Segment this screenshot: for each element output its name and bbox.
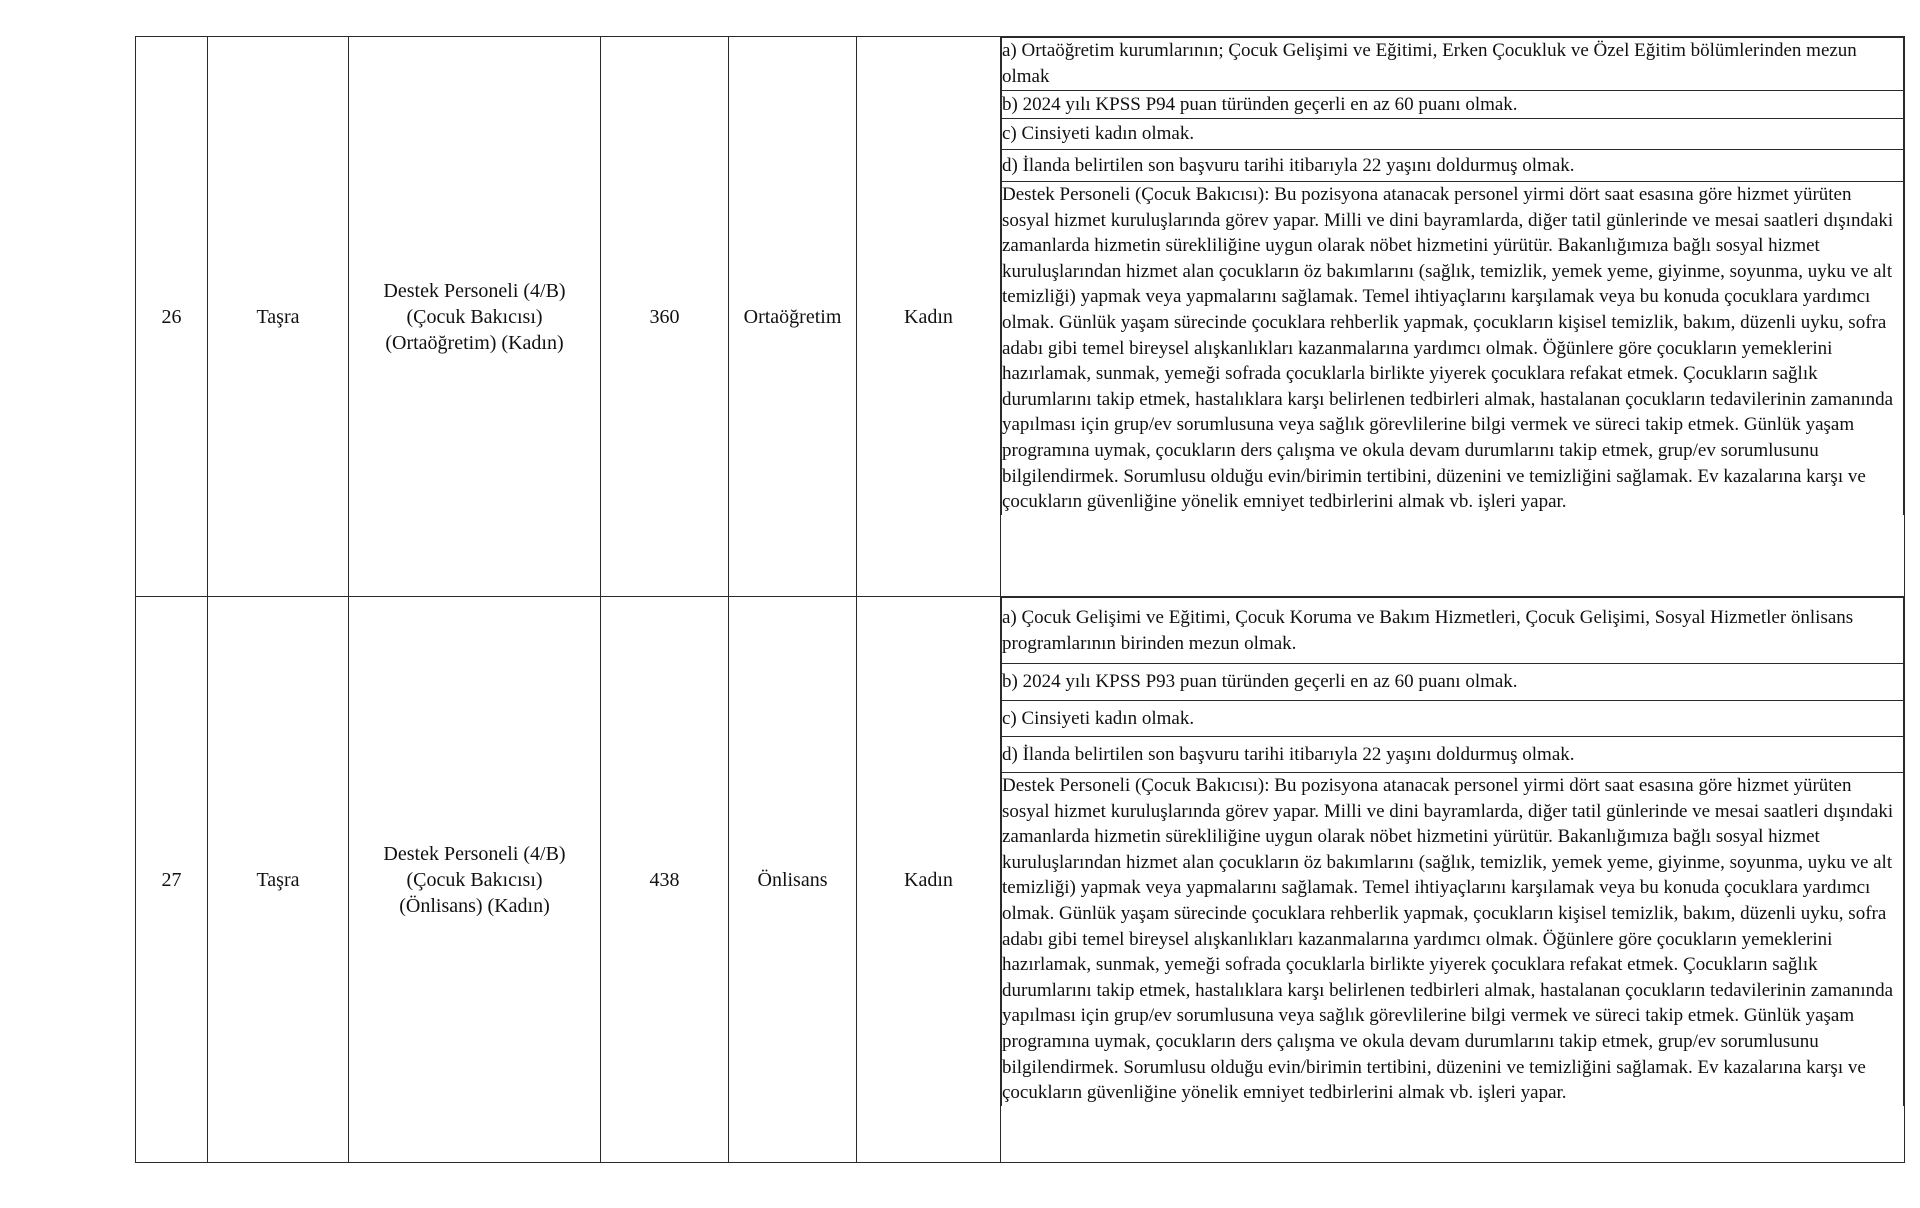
location-cell: Taşra — [208, 37, 349, 597]
row-number: 27 — [136, 597, 208, 1163]
table-row — [136, 597, 1905, 1163]
row-number: 26 — [136, 37, 208, 597]
gender-cell: Kadın — [857, 37, 1001, 597]
position-line: Destek Personeli (4/B) — [383, 842, 566, 865]
criteria-cell — [1001, 597, 1905, 1163]
criterion-item: d) İlanda belirtilen son başvuru tarihi itibarıyla 22 yaşını doldurmuş olmak. — [1002, 150, 1904, 182]
position-line: (Çocuk Bakıcısı) — [406, 868, 543, 891]
education-level-cell: Önlisans — [729, 597, 857, 1163]
criterion-item: c) Cinsiyeti kadın olmak. — [1002, 119, 1904, 150]
criterion-item: d) İlanda belirtilen son başvuru tarihi itibarıyla 22 yaşını doldurmuş olmak. — [1002, 737, 1904, 773]
position-line: (Ortaöğretim) (Kadın) — [385, 331, 564, 354]
position-title-cell — [349, 37, 601, 597]
quota-count-cell: 360 — [601, 37, 729, 597]
gender-cell: Kadın — [857, 597, 1001, 1163]
criteria-cell — [1001, 37, 1905, 597]
quota-count-cell: 438 — [601, 597, 729, 1163]
education-level-cell: Ortaöğretim — [729, 37, 857, 597]
job-description: Destek Personeli (Çocuk Bakıcısı): Bu pozisyona atanacak personel yirmi dört saat esasına göre hizmet yürüten sosyal hizmet kuruluşlarında görev yapar. Milli ve dini bayramlarda, diğer tatil günlerinde ve mesai saatleri dışındaki zamanlarda hizmetin sürekliliğine uygun olarak nöbet hizmetini yürütür. Bakanlığımıza bağlı sosyal hizmet kuruluşlarından hizmet alan çocukların öz bakımlarını (sağlık, temizlik, yemek yeme, giyinme, soyunma, uyku ve alt temizliği) yapmak veya yapmalarını sağlamak. Temel ihtiyaçlarını karşılamak veya bu konuda çocuklara yardımcı olmak. Günlük yaşam sürecinde çocuklara rehberlik yapmak, çocukların kişisel temizlik, bakım, düzenli uyku, sofra adabı gibi temel bireysel alışkanlıkları kazanmalarına yardımcı olmak. Öğünlere göre çocukların yemeklerini hazırlamak, sunmak, yemeği sofrada çocuklarla birlikte yiyerek çocuklara refakat etmek. Çocukların sağlık durumlarını takip etmek, hastalıklara karşı belirlenen tedbirleri almak, hastalanan çocukların tedavilerinin zamanında yapılması için grup/ev sorumlusuna veya sağlık görevlilerine bilgi vermek ve süreci takip etmek. Günlük yaşam programına uymak, çocukların ders çalışma ve okula devam durumlarını takip etmek, grup/ev sorumlusunu bilgilendirmek. Sorumlusu olduğu evin/birimin tertibini, düzenini ve temizliğini sağlamak. Ev kazalarına karşı ve çocukların güvenliğine yönelik emniyet tedbirlerini almak vb. işleri yapar. — [1002, 773, 1904, 1106]
criteria-list — [1001, 37, 1904, 515]
positions-table — [135, 36, 1905, 1163]
position-line: Destek Personeli (4/B) — [383, 279, 566, 302]
location-cell: Taşra — [208, 597, 349, 1163]
criteria-list — [1001, 597, 1904, 1106]
job-description: Destek Personeli (Çocuk Bakıcısı): Bu pozisyona atanacak personel yirmi dört saat esasına göre hizmet yürüten sosyal hizmet kuruluşlarında görev yapar. Milli ve dini bayramlarda, diğer tatil günlerinde ve mesai saatleri dışındaki zamanlarda hizmetin sürekliliğine uygun olarak nöbet hizmetini yürütür. Bakanlığımıza bağlı sosyal hizmet kuruluşlarından hizmet alan çocukların öz bakımlarını (sağlık, temizlik, yemek yeme, giyinme, soyunma, uyku ve alt temizliği) yapmak veya yapmalarını sağlamak. Temel ihtiyaçlarını karşılamak veya bu konuda çocuklara yardımcı olmak. Günlük yaşam sürecinde çocuklara rehberlik yapmak, çocukların kişisel temizlik, bakım, düzenli uyku, sofra adabı gibi temel bireysel alışkanlıkları kazanmalarına yardımcı olmak. Öğünlere göre çocukların yemeklerini hazırlamak, sunmak, yemeği sofrada çocuklarla birlikte yiyerek çocuklara refakat etmek. Çocukların sağlık durumlarını takip etmek, hastalıklara karşı belirlenen tedbirleri almak, hastalanan çocukların tedavilerinin zamanında yapılması için grup/ev sorumlusuna veya sağlık görevlilerine bilgi vermek ve süreci takip etmek. Günlük yaşam programına uymak, çocukların ders çalışma ve okula devam durumlarını takip etmek, grup/ev sorumlusunu bilgilendirmek. Sorumlusu olduğu evin/birimin tertibini, düzenini ve temizliğini sağlamak. Ev kazalarına karşı ve çocukların güvenliğine yönelik emniyet tedbirlerini almak vb. işleri yapar. — [1002, 182, 1904, 515]
position-title-cell — [349, 597, 601, 1163]
criterion-item: c) Cinsiyeti kadın olmak. — [1002, 701, 1904, 737]
criterion-item: b) 2024 yılı KPSS P93 puan türünden geçerli en az 60 puanı olmak. — [1002, 664, 1904, 701]
position-line: (Çocuk Bakıcısı) — [406, 305, 543, 328]
position-line: (Önlisans) (Kadın) — [399, 894, 550, 917]
criterion-item: a) Ortaöğretim kurumlarının; Çocuk Gelişimi ve Eğitimi, Erken Çocukluk ve Özel Eğitim bölümlerinden mezun olmak — [1002, 38, 1904, 91]
criterion-item: a) Çocuk Gelişimi ve Eğitimi, Çocuk Koruma ve Bakım Hizmetleri, Çocuk Gelişimi, Sosyal Hizmetler önlisans programlarının birinden mezun olmak. — [1002, 598, 1904, 664]
table-row — [136, 37, 1905, 597]
criterion-item: b) 2024 yılı KPSS P94 puan türünden geçerli en az 60 puanı olmak. — [1002, 91, 1904, 119]
